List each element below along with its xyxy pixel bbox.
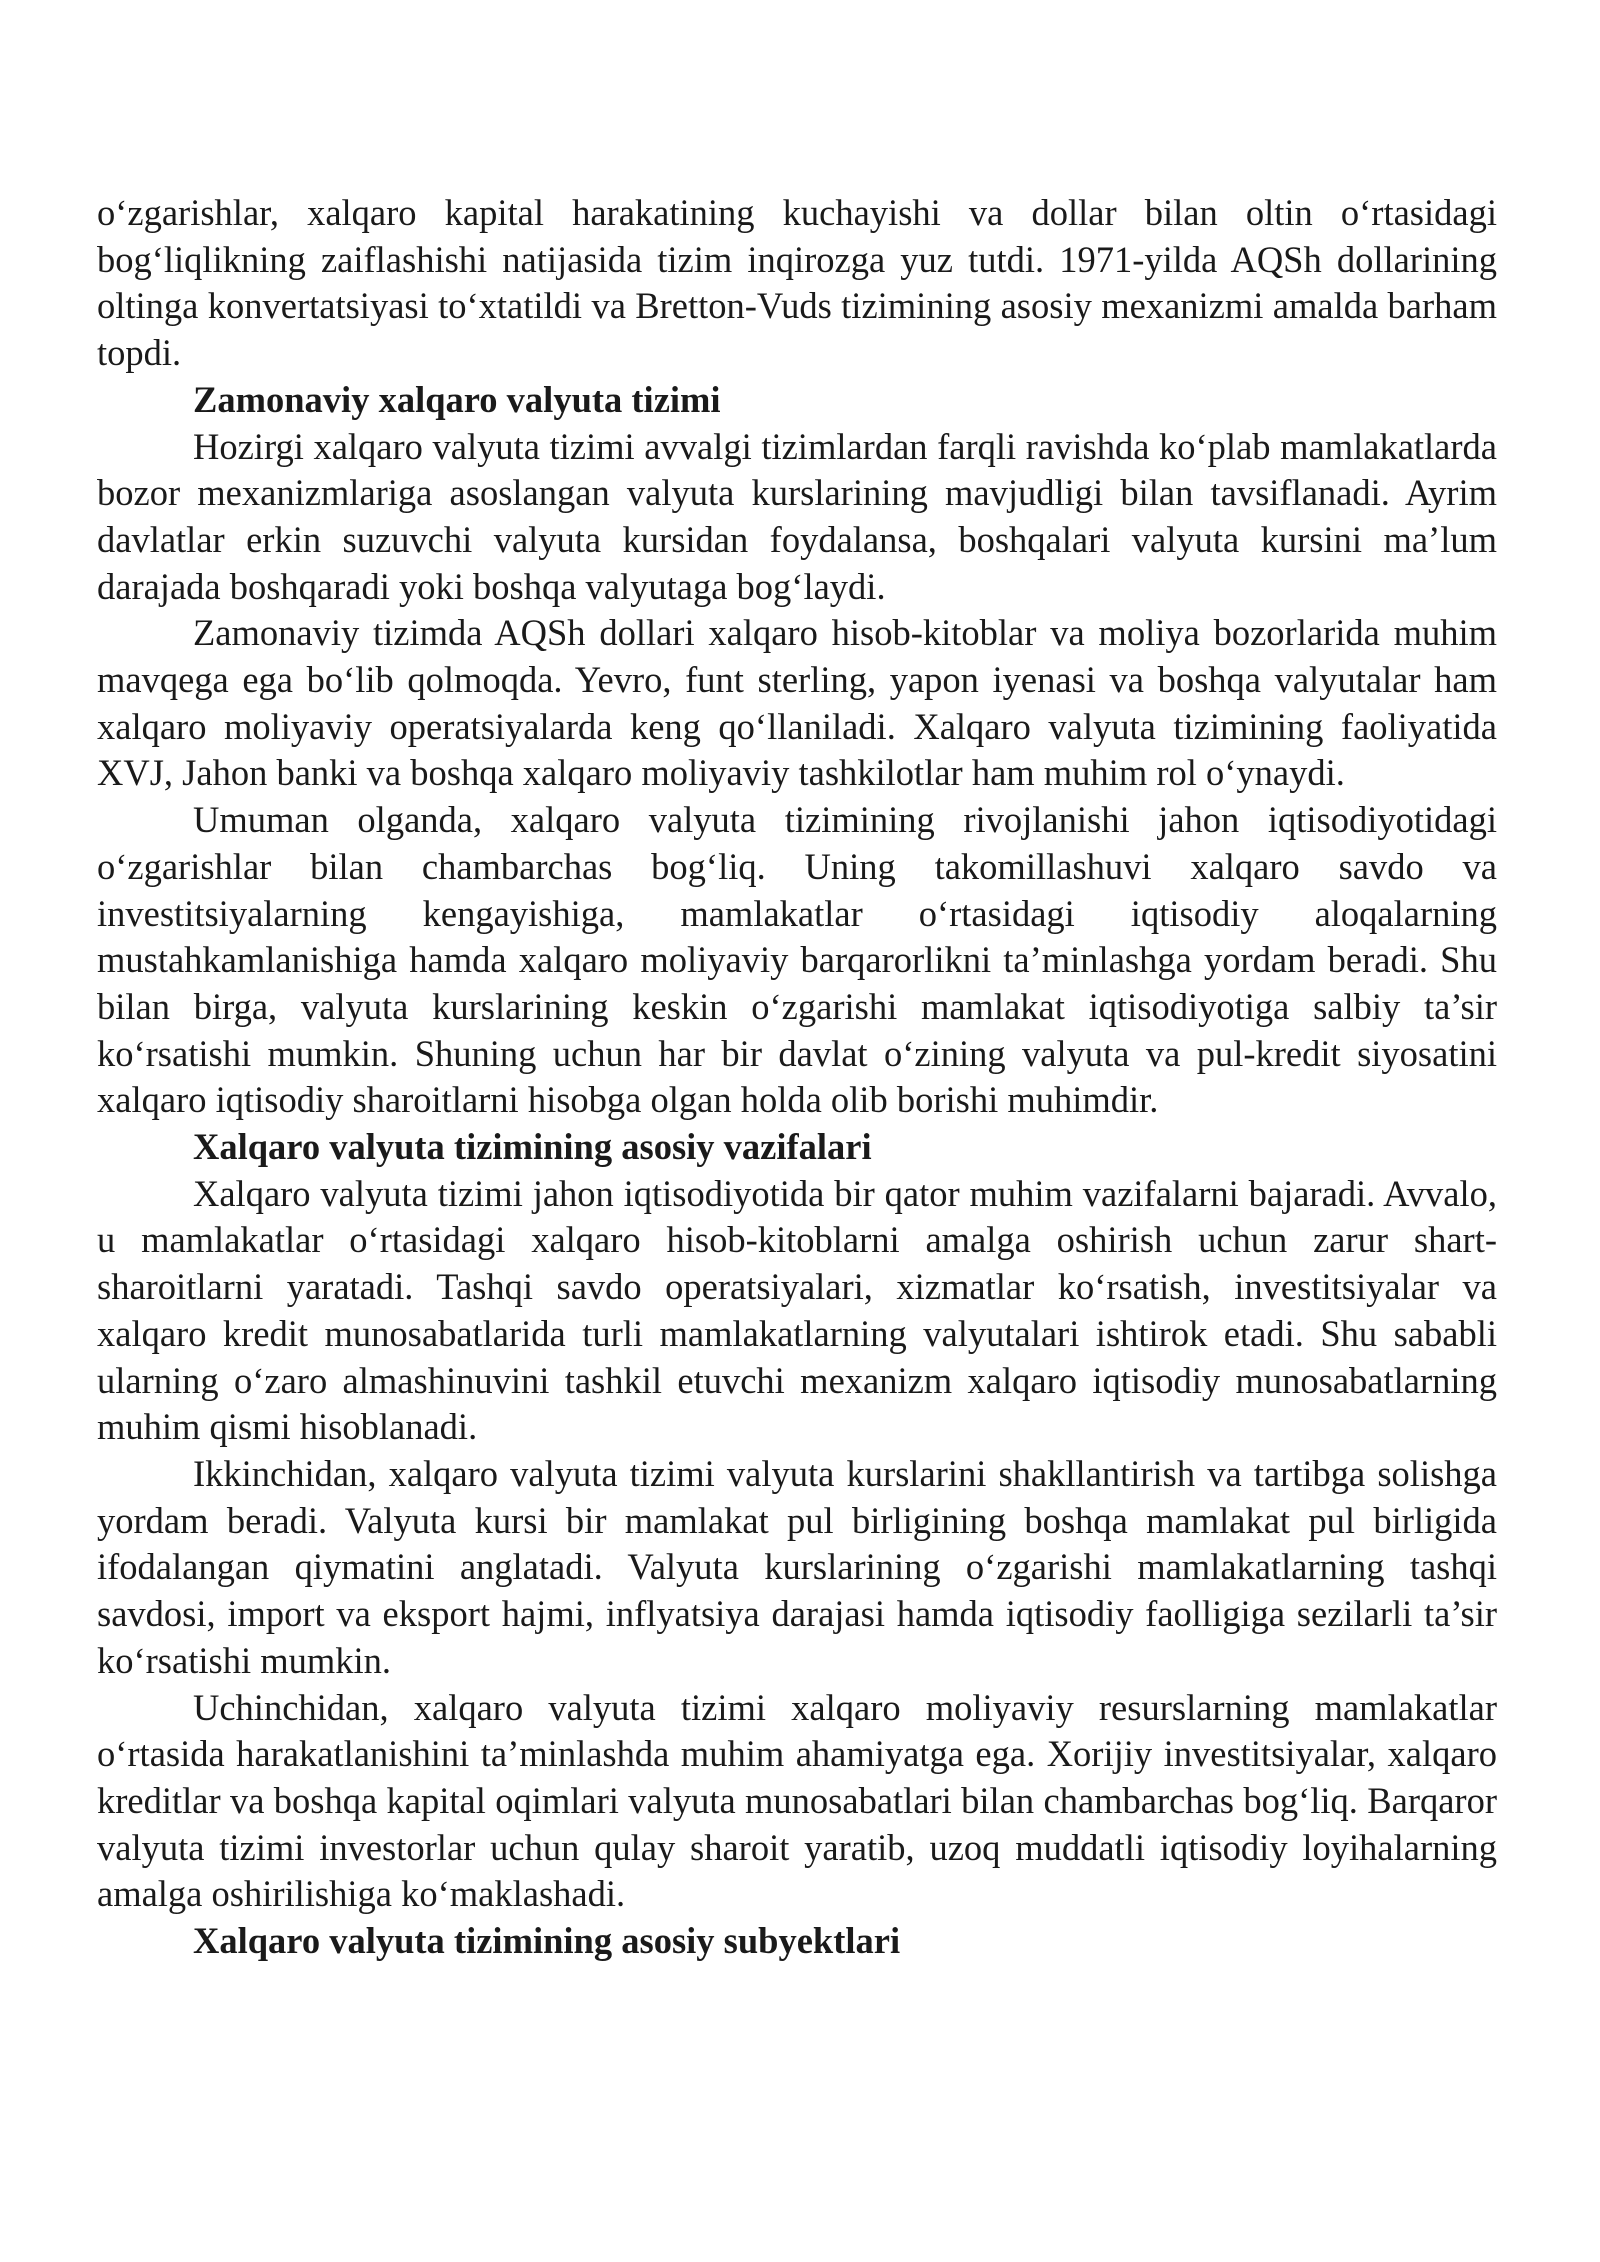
paragraph: Umuman olganda, xalqaro valyuta tizimining rivojlanishi jahon iqtisodiyotidagi o‘zgarishlar bilan chambarchas bog‘liq. Uning takomillashuvi xalqaro savdo va investitsiyalarning kengayishiga, mamlakatlar o‘rtasidagi iqtisodiy aloqalarning mustahkamlanishiga hamda xalqaro moliyaviy barqarorlikni ta’minlashga yordam beradi. Shu bilan birga, valyuta kurslarining keskin o‘zgarishi mamlakat iqtisodiyotiga salbiy ta’sir ko‘rsatishi mumkin. Shuning uchun har bir davlat o‘zining valyuta va pul-kredit siyosatini xalqaro iqtisodiy sharoitlarni hisobga olgan holda olib borishi muhimdir. [97,799,1497,1121]
paragraph: Hozirgi xalqaro valyuta tizimi avvalgi tizimlardan farqli ravishda ko‘plab mamlakatlarda bozor mexanizmlariga asoslangan valyuta kurslarining mavjudligi bilan tavsiflanadi. Ayrim davlatlar erkin suzuvchi valyuta kursidan foydalansa, boshqalari valyuta kursini ma’lum darajada boshqaradi yoki boshqa valyutaga bog‘laydi. [97,425,1497,607]
paragraph: Xalqaro valyuta tizimi jahon iqtisodiyotida bir qator muhim vazifalarni bajaradi. Avvalo, u mamlakatlar o‘rtasidagi xalqaro hisob-kitoblarni amalga oshirish uchun zarur shart-sharoitlarni yaratadi. Tashqi savdo operatsiyalari, xizmatlar ko‘rsatish, investitsiyalar va xalqaro kredit munosabatlarida turli mamlakatlarning valyutalari ishtirok etadi. Shu sababli ularning o‘zaro almashinuvini tashkil etuvchi mexanizm xalqaro iqtisodiy munosabatlarning muhim qismi hisoblanadi. [97,1172,1497,1448]
paragraph-continuation: o‘zgarishlar, xalqaro kapital harakatining kuchayishi va dollar bilan oltin o‘rtasidagi bog‘liqlikning zaiflashishi natijasida tizim inqirozga yuz tutdi. 1971-yilda AQSh dollarining oltinga konvertatsiyasi to‘xtatildi va Bretton-Vuds tizimining asosiy mexanizmi amalda barham topdi. [97,192,1497,374]
section-heading-main-functions: Xalqaro valyuta tizimining asosiy vazifalari [193,1126,872,1168]
section-heading-main-subjects: Xalqaro valyuta tizimining asosiy subyektlari [193,1920,901,1962]
paragraph: Uchinchidan, xalqaro valyuta tizimi xalqaro moliyaviy resurslarning mamlakatlar o‘rtasida harakatlanishini ta’minlashda muhim ahamiyatga ega. Xorijiy investitsiyalar, xalqaro kreditlar va boshqa kapital oqimlari valyuta munosabatlari bilan chambarchas bog‘liq. Barqaror valyuta tizimi investorlar uchun qulay sharoit yaratib, uzoq muddatli iqtisodiy loyihalarning amalga oshirilishiga ko‘maklashadi. [97,1686,1497,1915]
paragraph: Ikkinchidan, xalqaro valyuta tizimi valyuta kurslarini shakllantirish va tartibga solishga yordam beradi. Valyuta kursi bir mamlakat pul birligining boshqa mamlakat pul birligida ifodalangan qiymatini anglatadi. Valyuta kurslarining o‘zgarishi mamlakatlarning tashqi savdosi, import va eksport hajmi, inflyatsiya darajasi hamda iqtisodiy faolligiga sezilarli ta’sir ko‘rsatishi mumkin. [97,1452,1497,1681]
document-page [97,190,1497,1965]
paragraph: Zamonaviy tizimda AQSh dollari xalqaro hisob-kitoblar va moliya bozorlarida muhim mavqega ega bo‘lib qolmoqda. Yevro, funt sterling, yapon iyenasi va boshqa valyutalar ham xalqaro moliyaviy operatsiyalarda keng qo‘llaniladi. Xalqaro valyuta tizimining faoliyatida XVJ, Jahon banki va boshqa xalqaro moliyaviy tashkilotlar ham muhim rol o‘ynaydi. [97,612,1497,794]
section-heading-modern-system: Zamonaviy xalqaro valyuta tizimi [193,378,721,420]
